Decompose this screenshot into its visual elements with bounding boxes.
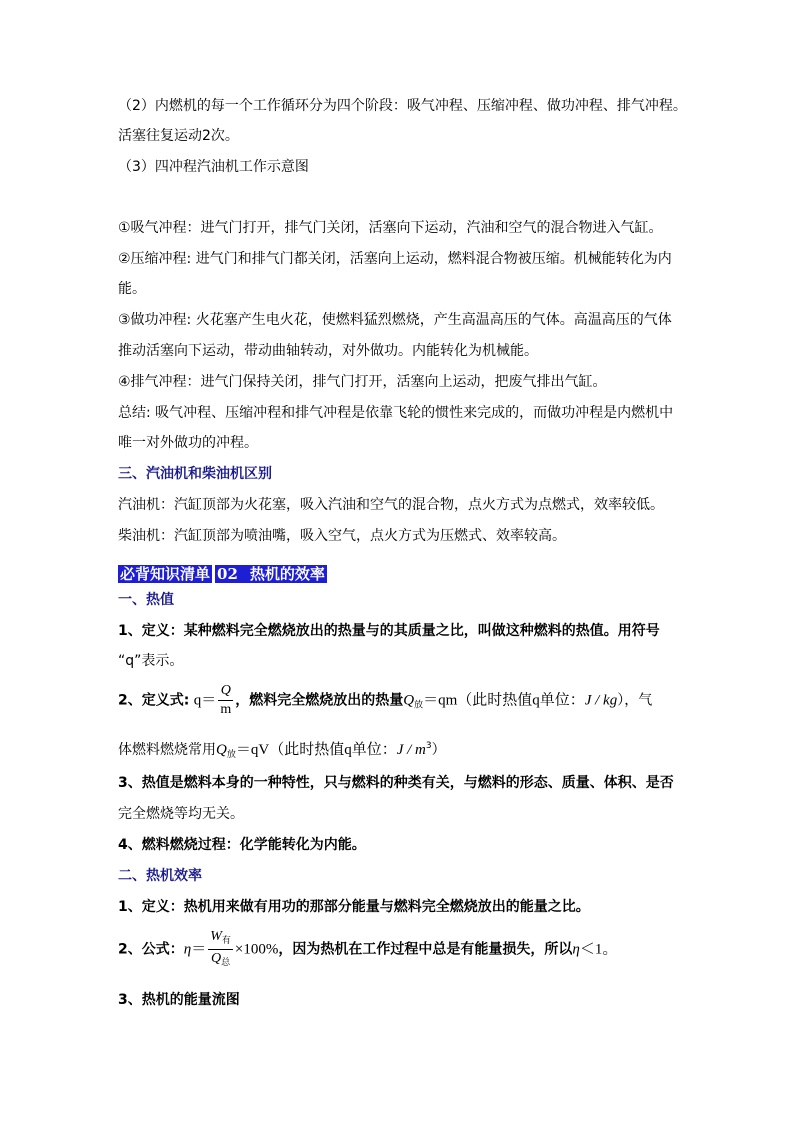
efficiency-fraction <box>208 928 233 971</box>
definition-3a <box>118 773 674 793</box>
formula-numerator: Q <box>218 682 233 701</box>
efficiency-text: ，因为热机在工作过程中总是有能量损失，所以 <box>278 941 573 958</box>
formula-end: ），气 <box>617 692 653 709</box>
subheading-efficiency: 二、热机效率 <box>118 868 202 884</box>
gas-Q: Q <box>216 742 227 758</box>
efficiency-lead: 2、公式： <box>118 941 184 958</box>
definition-1a <box>118 621 660 641</box>
stroke-exhaust: ④排气冲程：进气门保持关闭，排气门打开，活塞向上运动，把废气排出气缸。 <box>118 374 607 390</box>
efficiency-W-sub: 有 <box>221 935 231 945</box>
efficiency-Q: Q <box>210 951 222 966</box>
gas-end: ） <box>431 742 446 758</box>
definition-4: 4、燃料燃烧过程：化学能转化为内能。 <box>118 837 366 853</box>
efficiency-Q-sub: 总 <box>221 957 231 967</box>
formula-unit: J / kg <box>584 692 618 709</box>
efficiency-formula <box>118 928 617 971</box>
formula-denominator: m <box>220 702 232 717</box>
gas-fuel-formula <box>118 736 446 765</box>
definition-1b: “q”表示。 <box>118 653 184 669</box>
gas-unit-power: 3 <box>425 741 432 751</box>
gas-Q-sub: 放 <box>226 750 236 760</box>
gas-eq: ＝qV（此时热值q单位： <box>235 742 397 758</box>
banner-number: 02 <box>217 565 238 583</box>
summary-1: 总结: 吸气冲程、压缩冲程和排气冲程是依靠飞轮的惯性来完成的，而做功冲程是内燃机中 <box>118 405 674 421</box>
stroke-intake: ①吸气冲程：进气门打开，排气门关闭，活塞向下运动，汽油和空气的混合物进入气缸。 <box>118 220 663 236</box>
formula-definition <box>118 682 652 724</box>
section-heading-engines: 三、汽油机和柴油机区别 <box>118 466 272 482</box>
formula-Q: Q <box>403 692 415 709</box>
efficiency-denominator <box>208 950 233 971</box>
stroke-power-2: 推动活塞向下运动，带动曲轴转动，对外做功。内能转化为机械能。 <box>118 343 538 359</box>
paragraph-cycle: （2）内燃机的每一个工作循环分为四个阶段：吸气冲程、压缩冲程、做功冲程、排气冲程。 <box>118 98 687 114</box>
banner-title: 热机的效率 <box>240 565 327 583</box>
gas-lead: 体燃料燃烧常用 <box>118 742 216 758</box>
formula-lead: 2、定义式: <box>118 692 190 709</box>
efficiency-eq: ＝ <box>191 941 207 958</box>
banner-label: 必背知识清单 <box>120 565 211 583</box>
efficiency-definition: 1、定义：热机用来做有用功的那部分能量与燃料完全燃烧放出的能量之比。 <box>118 899 590 915</box>
efficiency-eta: η <box>183 941 192 958</box>
efficiency-percent: ×100% <box>234 941 279 958</box>
efficiency-eta-2: η <box>572 941 580 958</box>
definition-3a-text: 3、热值是燃料本身的一种特性，只与燃料的种类有关，与燃料的形态、质量、体积、是否 <box>118 775 674 791</box>
definition-3b: 完全燃烧等均无关。 <box>118 806 244 822</box>
diesel-engine: 柴油机：汽缸顶部为喷油嘴，吸入空气，点火方式为压燃式、效率较高。 <box>118 528 566 544</box>
gas-unit: J / m <box>396 742 426 758</box>
knowledge-banner <box>118 564 327 584</box>
gasoline-engine: 汽油机：汽缸顶部为火花塞，吸入汽油和空气的混合物，点火方式为点燃式，效率较低。 <box>118 497 664 513</box>
stroke-compression-1: ②压缩冲程: 进气门和排气门都关闭，活塞向上运动，燃料混合物被压缩。机械能转化为内 <box>118 251 672 267</box>
formula-eq: ＝qm（此时热值q单位： <box>423 692 585 709</box>
formula-q: q＝ <box>193 692 217 709</box>
stroke-compression-2: 能。 <box>118 281 146 297</box>
formula-fraction <box>218 682 233 719</box>
subheading-heat-value: 一、热值 <box>118 592 174 608</box>
paragraph-diagram-title: （3）四冲程汽油机工作示意图 <box>118 159 309 175</box>
summary-2: 唯一对外做功的冲程。 <box>118 435 258 451</box>
energy-flow-title: 3、热机的能量流图 <box>118 992 240 1008</box>
paragraph-piston: 活塞往复运动2次。 <box>118 128 239 144</box>
formula-Q-sub: 放 <box>414 700 424 711</box>
efficiency-lt: ＜1。 <box>579 941 618 958</box>
definition-1a-text: 1、定义：某种燃料完全燃烧放出的热量与的其质量之比，叫做这种燃料的热值。用符号 <box>118 623 660 639</box>
formula-mid: ，燃料完全燃烧放出的热量 <box>235 692 404 709</box>
efficiency-numerator <box>208 928 233 950</box>
stroke-power-1: ③做功冲程: 火花塞产生电火花，使燃料猛烈燃烧，产生高温高压的气体。高温高压的气体 <box>118 312 672 328</box>
efficiency-W: W <box>210 929 222 944</box>
